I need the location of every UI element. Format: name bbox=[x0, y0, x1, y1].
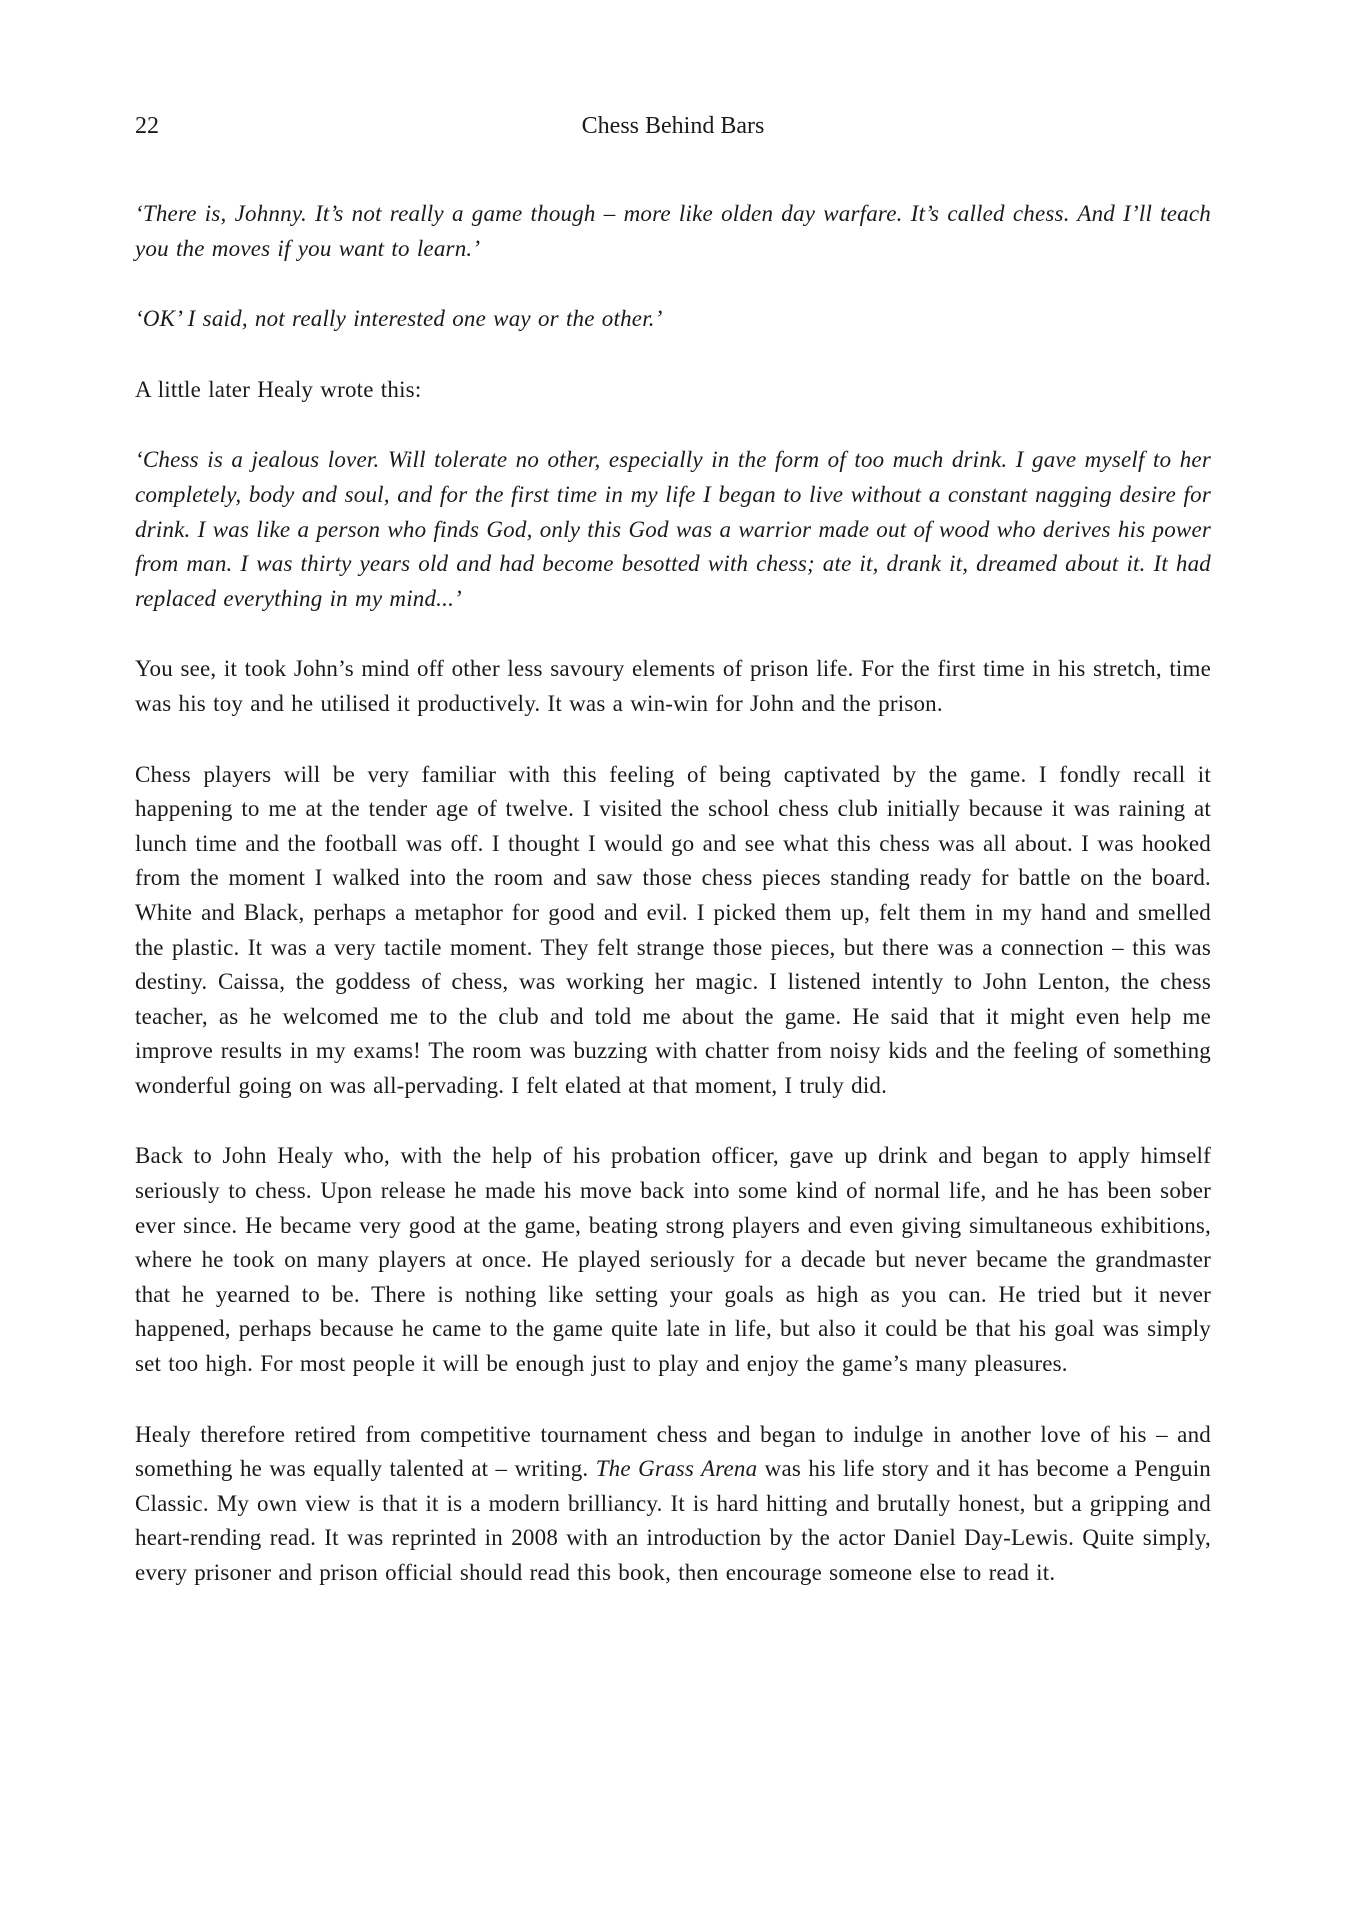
italic-text-segment: ‘OK’ I said, not really interested one way or the other.’ bbox=[135, 306, 663, 332]
paragraph bbox=[135, 1139, 1211, 1381]
text-segment: You see, it took John’s mind off other less savoury elements of prison life. For the first time in his stretch, time was his toy and he utilised it productively. It was a win-win for John and the prison. bbox=[135, 656, 1211, 716]
running-header bbox=[135, 109, 1211, 143]
italic-text-segment: The Grass Arena bbox=[595, 1456, 758, 1482]
paragraph bbox=[135, 652, 1211, 721]
paragraph bbox=[135, 373, 1211, 408]
paragraph bbox=[135, 197, 1211, 266]
paragraph bbox=[135, 1418, 1211, 1591]
page-body bbox=[135, 197, 1211, 1591]
text-segment: Back to John Healy who, with the help of his probation officer, gave up drink and began to apply himself seriously to chess. Upon release he made his move back into some kind of normal life, and he has been sober ever since. He became very good at the game, beating strong players and even giving simultaneous exhibitions, where he took on many players at once. He played seriously for a decade but never became the grandmaster that he yearned to be. There is nothing like setting your goals as high as you can. He tried but it never happened, perhaps because he came to the game quite late in life, but also it could be that his goal was simply set too high. For most people it will be enough just to play and enjoy the game’s many pleasures. bbox=[135, 1143, 1211, 1377]
text-segment: was his life story and it has become a Penguin Classic. My own view is that it is a modern brilliancy. It is hard hitting and brutally honest, but a gripping and heart-rending read. It was reprinted in 2008 with an introduction by the actor Daniel Day-Lewis. Quite simply, every prisoner and prison official should read this book, then encourage someone else to read it. bbox=[135, 1456, 1211, 1585]
italic-text-segment: ‘There is, Johnny. It’s not really a game though – more like olden day warfare. It’s called chess. And I’ll teach you the moves if you want to learn.’ bbox=[135, 201, 1211, 261]
text-segment: Chess players will be very familiar with this feeling of being captivated by the game. I fondly recall it happening to me at the tender age of twelve. I visited the school chess club initially because it was raining at lunch time and the football was off. I thought I would go and see what this chess was all about. I was hooked from the moment I walked into the room and saw those chess pieces standing ready for battle on the board. White and Black, perhaps a metaphor for good and evil. I picked them up, felt them in my hand and smelled the plastic. It was a very tactile moment. They felt strange those pieces, but there was a connection – this was destiny. Caissa, the goddess of chess, was working her magic. I listened intently to John Lenton, the chess teacher, as he welcomed me to the club and told me about the game. He said that it might even help me improve results in my exams! The room was buzzing with chatter from noisy kids and the feeling of something wonderful going on was all-pervading. I felt elated at that moment, I truly did. bbox=[135, 761, 1211, 1098]
italic-text-segment: ‘Chess is a jealous lover. Will tolerate no other, especially in the form of too much drink. I gave myself to her completely, body and soul, and for the first time in my life I began to live without a constant nagging desire for drink. I was like a person who finds God, only this God was a warrior made out of wood who derives his power from man. I was thirty years old and had become besotted with chess; ate it, drank it, dreamed about it. It had replaced everything in my mind...’ bbox=[135, 447, 1211, 611]
page-content bbox=[135, 109, 1211, 1591]
paragraph bbox=[135, 758, 1211, 1104]
page-number: 22 bbox=[135, 113, 159, 139]
running-header-title: Chess Behind Bars bbox=[581, 113, 765, 139]
paragraph bbox=[135, 443, 1211, 616]
paragraph bbox=[135, 302, 1211, 337]
text-segment: A little later Healy wrote this: bbox=[135, 376, 422, 402]
text-segment: Healy therefore retired from competitive tournament chess and began to indulge in another love of his – and something he was equally talented at – writing. bbox=[135, 1421, 1211, 1482]
